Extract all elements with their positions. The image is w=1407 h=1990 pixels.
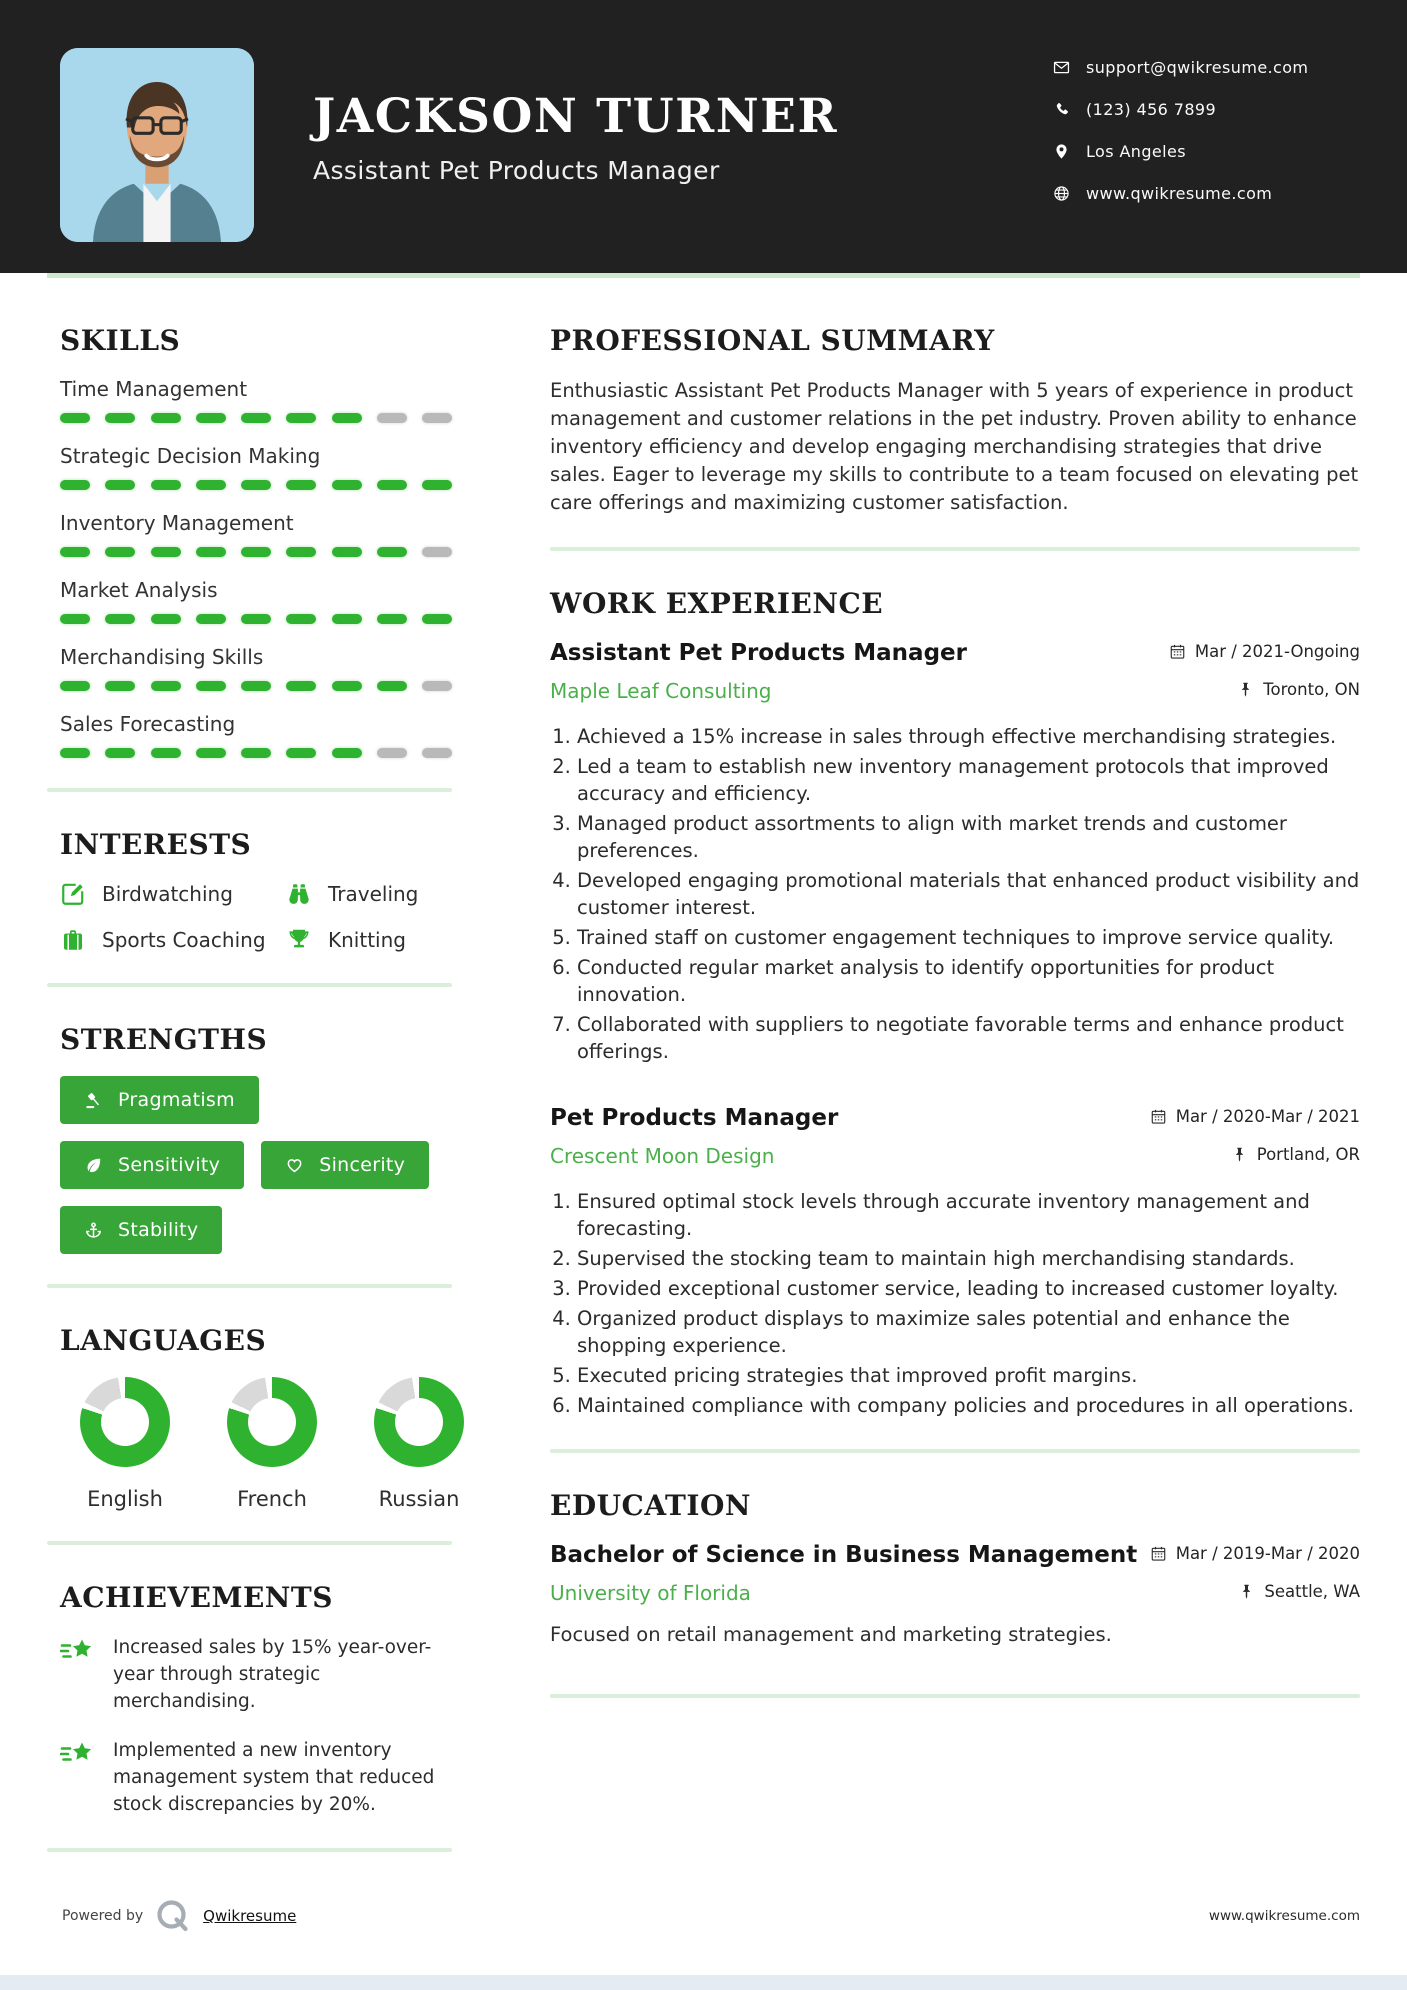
globe-icon [1053,185,1070,202]
qwikresume-logo-icon [155,1898,191,1934]
job-dates-text: Mar / 2020-Mar / 2021 [1175,1107,1360,1126]
education-note: Focused on retail management and marketing strategies. [550,1623,1112,1646]
leaf-icon [84,1156,103,1175]
skill-dash-filled [286,547,316,557]
education-header-row [550,1542,1360,1568]
strength-badge [60,1141,244,1189]
binoculars-icon [286,881,312,907]
skill-dash-filled [60,480,90,490]
job-bullet: 3. Provided exceptional customer service, leading to increased customer loyalty. [577,1275,1360,1302]
skill-level-bar [60,480,452,490]
contact-item[interactable] [1053,184,1308,203]
achievement-text: Increased sales by 15% year-over-year through strategic merchandising. [113,1637,432,1712]
skill-item [60,444,452,490]
skill-dash-filled [60,748,90,758]
skill-level-bar [60,681,452,691]
skill-dash-filled [377,547,407,557]
edit-icon [60,881,86,907]
jobs-list [550,640,1360,1419]
skill-item [60,511,452,557]
degree-title: Bachelor of Science in Business Management [550,1542,1138,1568]
skill-dash-filled [196,547,226,557]
skill-dash-empty [422,547,452,557]
interest-item [286,927,452,953]
skill-item [60,377,452,423]
strength-label: Stability [118,1219,199,1241]
job-bullet: 2. Led a team to establish new inventory management protocols that improved accuracy and efficiency. [577,753,1360,807]
header [0,0,1407,273]
summary-text: Enthusiastic Assistant Pet Products Manager with 5 years of experience in product management and customer relations in the pet industry. Proven ability to enhance inventory efficiency and develop engaging merchandising strategies that drive sales. Eager to leverage my skills to contribute to a team focused on elevating pet care offerings and maximizing customer satisfaction. [550,379,1359,514]
strength-label: Sensitivity [118,1154,221,1176]
skill-dash-empty [422,681,452,691]
achievement-text: Implemented a new inventory management system that reduced stock discrepancies by 20%. [113,1740,435,1815]
calendar-icon [1150,1108,1167,1125]
sidebar [47,278,460,1888]
achievement-item [60,1634,452,1715]
work-experience-heading: WORK EXPERIENCE [550,587,884,620]
powered-by-label: Powered by [62,1908,144,1924]
summary-heading: PROFESSIONAL SUMMARY [550,324,995,357]
achievement-item [60,1737,452,1818]
contact-text[interactable]: www.qwikresume.com [1086,184,1273,203]
section-divider [550,547,1360,551]
email-icon [1053,59,1070,76]
contact-item [1053,142,1308,161]
section-divider [47,1541,452,1545]
skill-dash-filled [105,480,135,490]
skill-dash-empty [422,413,452,423]
contact-item [1053,100,1308,119]
skill-dash-filled [196,413,226,423]
achievements-heading: ACHIEVEMENTS [60,1581,333,1614]
section-divider [47,1284,452,1288]
interests-heading: INTERESTS [60,828,252,861]
skill-dash-filled [241,547,271,557]
language-item [374,1377,464,1511]
job-bullet: 7. Collaborated with suppliers to negotiate favorable terms and enhance product offerings. [577,1011,1360,1065]
shooting-star-icon [60,1740,96,1770]
heart-icon [285,1156,304,1175]
skill-level-bar [60,748,452,758]
skill-dash-filled [151,413,181,423]
skill-dash-filled [105,413,135,423]
job-entry [550,1105,1360,1419]
job-bullet: 1. Achieved a 15% increase in sales through effective merchandising strategies. [577,723,1360,750]
skill-dash-filled [332,681,362,691]
skill-dash-filled [105,614,135,624]
strengths-heading: STRENGTHS [60,1023,268,1056]
skill-dash-filled [60,547,90,557]
pin-icon [1238,1583,1255,1600]
skill-dash-filled [60,614,90,624]
language-donut [80,1377,170,1467]
strengths-list [60,1076,452,1254]
skill-dash-filled [151,748,181,758]
pin-icon [1231,1146,1248,1163]
language-item [227,1377,317,1511]
education-school-row [550,1581,1360,1605]
section-divider [550,1449,1360,1453]
gavel-icon [84,1091,103,1110]
job-bullet: 6. Conducted regular market analysis to identify opportunities for product innovation. [577,954,1360,1008]
skill-dash-filled [241,614,271,624]
phone-icon [1053,101,1070,118]
contact-item[interactable] [1053,58,1308,77]
company-name: Crescent Moon Design [550,1144,775,1168]
name-block [313,89,839,186]
profile-photo [60,48,254,242]
strength-label: Sincerity [319,1154,406,1176]
location-icon [1053,143,1070,160]
skill-dash-empty [422,748,452,758]
skill-dash-filled [196,480,226,490]
skill-name: Market Analysis [60,578,218,602]
skill-dash-filled [377,480,407,490]
calendar-icon [1150,1545,1167,1562]
education-dates-text: Mar / 2019-Mar / 2020 [1175,1544,1360,1563]
footer-website: www.qwikresume.com [1208,1908,1360,1924]
skill-dash-filled [241,748,271,758]
powered-by [62,1898,296,1934]
skill-name: Time Management [60,377,248,401]
job-bullet: 4. Organized product displays to maximize sales potential and enhance the shopping experience. [577,1305,1360,1359]
skill-name: Inventory Management [60,511,294,535]
skill-dash-filled [332,547,362,557]
job-bullet: 4. Developed engaging promotional materials that enhanced product visibility and customer interest. [577,867,1360,921]
job-bullets [550,723,1360,1065]
section-divider [47,788,452,792]
contact-text[interactable]: support@qwikresume.com [1086,58,1309,77]
skill-dash-filled [286,748,316,758]
skill-dash-empty [377,413,407,423]
language-donut [374,1377,464,1467]
skill-dash-filled [105,547,135,557]
company-name: Maple Leaf Consulting [550,679,772,703]
person-title: Assistant Pet Products Manager [313,156,720,186]
section-divider [47,983,452,987]
content-columns [0,278,1407,1888]
skill-dash-filled [377,681,407,691]
interest-label: Sports Coaching [102,928,266,952]
company-row [550,1144,1360,1168]
language-donut [227,1377,317,1467]
strength-label: Pragmatism [118,1089,235,1111]
job-location-text: Toronto, ON [1263,680,1360,699]
education-dates [1150,1544,1360,1563]
job-bullets [550,1188,1360,1419]
company-row [550,679,1360,703]
skill-dash-filled [241,681,271,691]
strength-badge [261,1141,429,1189]
language-label: Russian [378,1487,460,1511]
briefcase-icon [60,927,86,953]
job-bullet: 3. Managed product assortments to align with market trends and customer preferences. [577,810,1360,864]
job-header-row [550,640,1360,666]
languages-heading: LANGUAGES [60,1324,267,1357]
skill-dash-filled [332,480,362,490]
job-location [1237,680,1360,699]
skill-dash-filled [60,413,90,423]
interest-item [286,881,452,907]
education-location-text: Seattle, WA [1264,1582,1360,1601]
footer [62,1898,1360,1934]
bottom-strip [0,1975,1407,1990]
job-bullet: 2. Supervised the stocking team to maintain high merchandising standards. [577,1245,1360,1272]
skill-dash-filled [151,614,181,624]
skill-dash-filled [286,480,316,490]
skill-dash-filled [105,681,135,691]
contact-text: Los Angeles [1086,142,1186,161]
job-title: Pet Products Manager [550,1105,839,1131]
interest-item [60,927,286,953]
skill-dash-filled [151,681,181,691]
language-item [80,1377,170,1511]
pin-icon [1237,681,1254,698]
contact-list [1053,58,1308,226]
skill-dash-filled [196,681,226,691]
achievements-list [60,1634,452,1818]
interest-item [60,881,286,907]
interests-list [60,881,452,953]
anchor-icon [84,1221,103,1240]
skill-dash-filled [332,614,362,624]
skill-item [60,712,452,758]
skill-dash-filled [60,681,90,691]
interest-label: Birdwatching [102,882,233,906]
skill-dash-filled [286,614,316,624]
job-location-text: Portland, OR [1256,1145,1360,1164]
skill-name: Sales Forecasting [60,712,236,736]
skill-dash-filled [332,413,362,423]
job-dates [1150,1107,1360,1126]
skill-dash-filled [241,480,271,490]
skill-item [60,645,452,691]
skill-dash-filled [196,748,226,758]
languages-list [60,1377,460,1511]
job-bullet: 5. Trained staff on customer engagement techniques to improve service quality. [577,924,1360,951]
skill-level-bar [60,614,452,624]
skill-dash-filled [332,748,362,758]
job-dates-text: Mar / 2021-Ongoing [1194,642,1360,661]
skill-dash-filled [241,413,271,423]
skill-dash-filled [105,748,135,758]
education-heading: EDUCATION [550,1489,751,1522]
job-dates [1169,642,1360,661]
skill-level-bar [60,413,452,423]
job-bullet: 6. Maintained compliance with company policies and procedures in all operations. [577,1392,1360,1419]
skill-dash-empty [377,748,407,758]
contact-text: (123) 456 7899 [1086,100,1217,119]
qwikresume-link[interactable]: Qwikresume [203,1907,297,1925]
job-bullet: 5. Executed pricing strategies that improved profit margins. [577,1362,1360,1389]
education-entry [550,1542,1360,1646]
skill-dash-filled [196,614,226,624]
interest-label: Traveling [328,882,419,906]
skill-dash-filled [151,480,181,490]
school-name: University of Florida [550,1581,751,1605]
skills-list [60,377,452,758]
skill-level-bar [60,547,452,557]
job-location [1231,1145,1360,1164]
calendar-icon [1169,643,1186,660]
interest-label: Knitting [328,928,406,952]
skill-dash-filled [286,413,316,423]
person-name: JACKSON TURNER [313,89,839,144]
section-divider [550,1694,1360,1698]
main-column [550,278,1360,1888]
skill-dash-filled [151,547,181,557]
skill-name: Merchandising Skills [60,645,264,669]
strength-badge [60,1076,259,1124]
skill-dash-filled [422,480,452,490]
skill-item [60,578,452,624]
skill-dash-filled [422,614,452,624]
education-location [1238,1582,1360,1601]
job-header-row [550,1105,1360,1131]
language-label: French [237,1487,307,1511]
skill-dash-filled [377,614,407,624]
language-label: English [87,1487,163,1511]
skills-heading: SKILLS [60,324,181,357]
skill-name: Strategic Decision Making [60,444,321,468]
section-divider [47,1848,452,1852]
strength-badge [60,1206,222,1254]
job-entry [550,640,1360,1065]
shooting-star-icon [60,1637,96,1667]
job-title: Assistant Pet Products Manager [550,640,967,666]
job-bullet: 1. Ensured optimal stock levels through accurate inventory management and forecasting. [577,1188,1360,1242]
trophy-icon [286,927,312,953]
skill-dash-filled [286,681,316,691]
